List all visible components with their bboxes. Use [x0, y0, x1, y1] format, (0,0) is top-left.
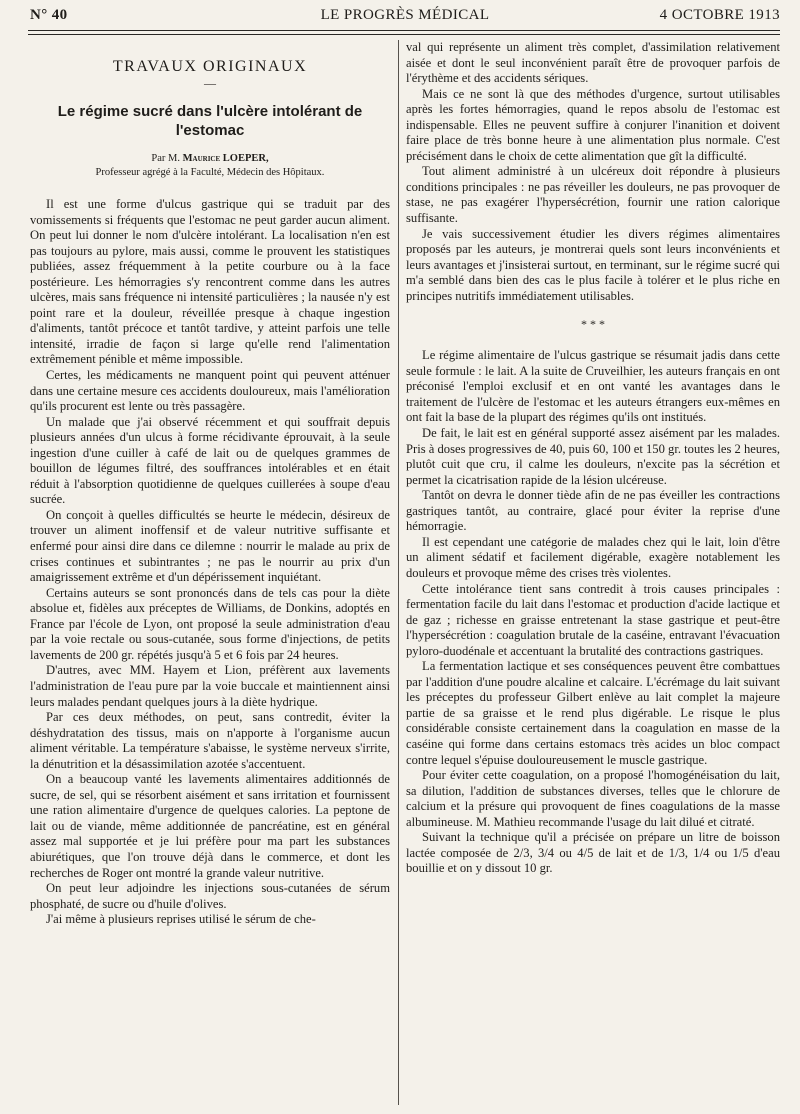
paragraph: Il est cependant une catégorie de malades chez qui le lait, loin d'être un aliment sédatif et facilement digérable, exagère notablement les douleurs et provoque même des crises très violentes. — [406, 534, 780, 580]
byline-prefix: Par M. — [151, 153, 180, 164]
paragraph: Suivant la technique qu'il a précisée on prépare un litre de boisson lactée composée de 2/3, 3/4 ou 4/5 de lait et de 1/3, 1/4 ou 1/5 d'eau bouillie et on y dissout 10 gr. — [406, 830, 780, 876]
paragraph: Le régime alimentaire de l'ulcus gastrique se résumait jadis dans cette seule formule : le lait. A la suite de Cruveilhier, les auteurs français en ont préconisé l'emploi exclusif et en ont vanté les avantages dans le traitement de l'ulcère de l'estomac et les auteurs étrangers eux-mêmes en ont fait la base de la plupart des régimes qu'ils ont institués. — [406, 348, 780, 425]
page-header — [30, 7, 780, 29]
paragraph: Tout aliment administré à un ulcéreux doit répondre à plusieurs conditions principales : ne pas réveiller les douleurs, ne pas provoquer de stase, ne pas exagérer l'hypersécrétion, fournir une ration calorique suffisante. — [406, 164, 780, 226]
paragraph: On peut leur adjoindre les injections sous-cutanées de sérum phosphaté, de sucre ou d'huile d'olives. — [30, 881, 390, 911]
paragraph: De fait, le lait est en général supporté assez aisément par les malades. Pris à doses progressives de 40, puis 60, 100 et 150 gr. toutes les 2 heures, plutôt cuit que cru, il calme les douleurs, n'excite pas la sécrétion et permet la cicatrisation rapide de la lésion ulcéreuse. — [406, 426, 780, 487]
paragraph: Je vais successivement étudier les divers régimes alimentaires proposés par les auteurs, je montrerai quels sont leurs inconvénients et leurs avantages et j'insisterai surtout, en terminant, sur le régime sucré qui m'a semblé dans bien des cas le plus facile à tolérer et le plus riche en principes nutritifs immédiatement utilisables. — [406, 226, 780, 303]
paragraph: Tantôt on devra le donner tiède afin de ne pas éveiller les contractions gastriques tantôt, au contraire, glacé pour éviter la reprise d'une hémorragie. — [406, 488, 780, 534]
right-body-upper — [406, 40, 780, 304]
paragraph: D'autres, avec MM. Hayem et Lion, préfèrent aux lavements l'administration de l'eau pure par la voie buccale et maintiennent ainsi leurs malades pendant quelques jours à la diète hydrique. — [30, 663, 390, 709]
column-divider — [398, 40, 399, 1105]
paragraph: Un malade que j'ai observé récemment et qui souffrait depuis plusieurs années d'un ulcus à forme récidivante éprouvait, à la seule ingestion d'une cuiller à café de lait ou de quelques grammes de bouillon de légumes filtré, des souffrances intolérables et en était réduit à l'absorption quotidienne de quelques cuillerées à soupe d'eau sucrée. — [30, 414, 390, 507]
byline — [30, 152, 390, 166]
issue-date: 4 OCTOBRE 1913 — [659, 7, 780, 23]
paragraph: La fermentation lactique et ses conséquences peuvent être combattues par l'addition d'une poudre alcaline et calcaire. L'écrémage du lait suivant les préceptes du professeur Gilbert enlève au lait complet la majeure partie de sa graisse et le rend plus digérable. Le risque le plus considérable consiste certainement dans la coagulation en masse de la caséine qui forme dans certains estomacs très acides un bloc compact contre lequel s'épuise douloureusement le muscle gastrique. — [406, 659, 780, 767]
journal-title: LE PROGRÈS MÉDICAL — [320, 7, 490, 23]
paragraph: Certes, les médicaments ne manquent point qui peuvent atténuer dans une certaine mesure ces accidents douloureux, mais l'amélioration qu'ils procurent est lente ou très passagère. — [30, 368, 390, 414]
paragraph: Pour éviter cette coagulation, on a proposé l'homogénéisation du lait, sa dilution, l'addition de substances diverses, telles que le chlorure de calcium et la présure qui provoquent de fines coagulations de la masse albumineuse. M. Mathieu recommande l'usage du lait dilué et citraté. — [406, 768, 780, 829]
header-rule-bottom — [28, 34, 780, 35]
author-affiliation: Professeur agrégé à la Faculté, Médecin des Hôpitaux. — [95, 167, 325, 178]
left-body — [30, 197, 390, 928]
article-title: Le régime sucré dans l'ulcère intolérant de l'estomac — [57, 103, 363, 139]
paragraph: On conçoit à quelles difficultés se heurte le médecin, désireux de trouver un aliment inoffensif et de valeur nutritive suffisante et enfermé pour ainsi dire dans ce dilemne : nourrir le malade au prix de crises continues et subintrantes ; ne pas le nourrir au prix d'un amaigrissement extrême et d'un dépérissement inquiétant. — [30, 507, 390, 585]
section-dash: — — [204, 76, 216, 90]
issue-number: N° 40 — [30, 7, 68, 23]
author-name: Maurice LOEPER, — [182, 153, 269, 164]
paragraph: Certains auteurs se sont prononcés dans de tels cas pour la diète absolue et, fidèles aux préceptes de Williams, de Donkins, adoptés en France par l'école de Lyon, ont proposé la seule administration d'eau par la voie rectale ou sous-cutanée, sous forme d'injections, de petits lavements de 200 gr. répétés jusqu'à 5 et 6 fois par 24 heures. — [30, 585, 390, 662]
left-column — [30, 40, 390, 928]
paragraph: On a beaucoup vanté les lavements alimentaires additionnés de sucre, de sel, qui se résorbent aisément et sans irritation et fournissent une ration alimentaire d'urgence de quelques calories. La peptone de lait ou de viande, même additionnée de pancréatine, est en général assez mal supportée et je lui préfère pour ma part les substances abiurétiques, que l'on trouve déjà dans le commerce, et dont les recherches de Roger ont montré la grande valeur nutritive. — [30, 772, 390, 880]
header-rule-top — [28, 30, 780, 31]
paragraph: Mais ce ne sont là que des méthodes d'urgence, surtout utilisables après les fortes hémorragies, quand le repos absolu de l'estomac est indispensable. Elles ne peuvent suffire à conjurer l'inanition et doivent faire place de très bonne heure à une alimentation plus normale. C'est précisément dans le choix de cette alimentation que gît la difficulté. — [406, 86, 780, 163]
paragraph: J'ai même à plusieurs reprises utilisé le sérum de che- — [46, 912, 316, 927]
right-body-lower — [406, 348, 780, 877]
paragraph: Par ces deux méthodes, on peut, sans contredit, éviter la déshydratation des tissus, mais on n'apporte à l'organisme aucun aliment véritable. La température s'abaisse, le système nerveux s'irrite, la dénutrition et la désassimilation azotée s'accentuent. — [30, 710, 390, 771]
section-break-stars: * * * — [581, 317, 605, 332]
paragraph: Il est une forme d'ulcus gastrique qui se traduit par des vomissements si fréquents que l'estomac ne peut garder aucun aliment. On peut lui donner le nom d'ulcère intolérant. La localisation n'en est pas toujours au pylore, mais aussi, comme le prouvent les statistiques publiées, assez fréquemment à la petite courbure ou à la face postérieure. Les hémorragies s'y rencontrent comme dans les autres ulcères, mais sans fréquence ni intensité particulières ; la nausée n'y est point rare et la douleur, réveillée presque à chaque ingestion d'aliments, tantôt précoce et tantôt tardive, y atteint parfois une telle intensité, irradie de façon si large qu'elle rend l'alimentation extrêmement pénible et même impossible. — [30, 197, 390, 367]
paragraph: Cette intolérance tient sans contredit à trois causes principales : fermentation facile du lait dans l'estomac et production d'acide lactique et de gaz ; richesse en graisse entretenant la stase gastrique et peut-être l'hypersécrétion : coagulation brutale de la caséine, entravant l'évacuation pyloro-duodénale et accentuant la brutalité des contractions gastriques. — [406, 581, 780, 658]
paragraph: val qui représente un aliment très complet, d'assimilation relativement aisée et dont le seul inconvénient paraît être de provoquer parfois de l'érythème et des accidents sériques. — [406, 40, 780, 86]
right-column — [406, 40, 780, 877]
section-title: TRAVAUX ORIGINAUX — [112, 58, 308, 75]
